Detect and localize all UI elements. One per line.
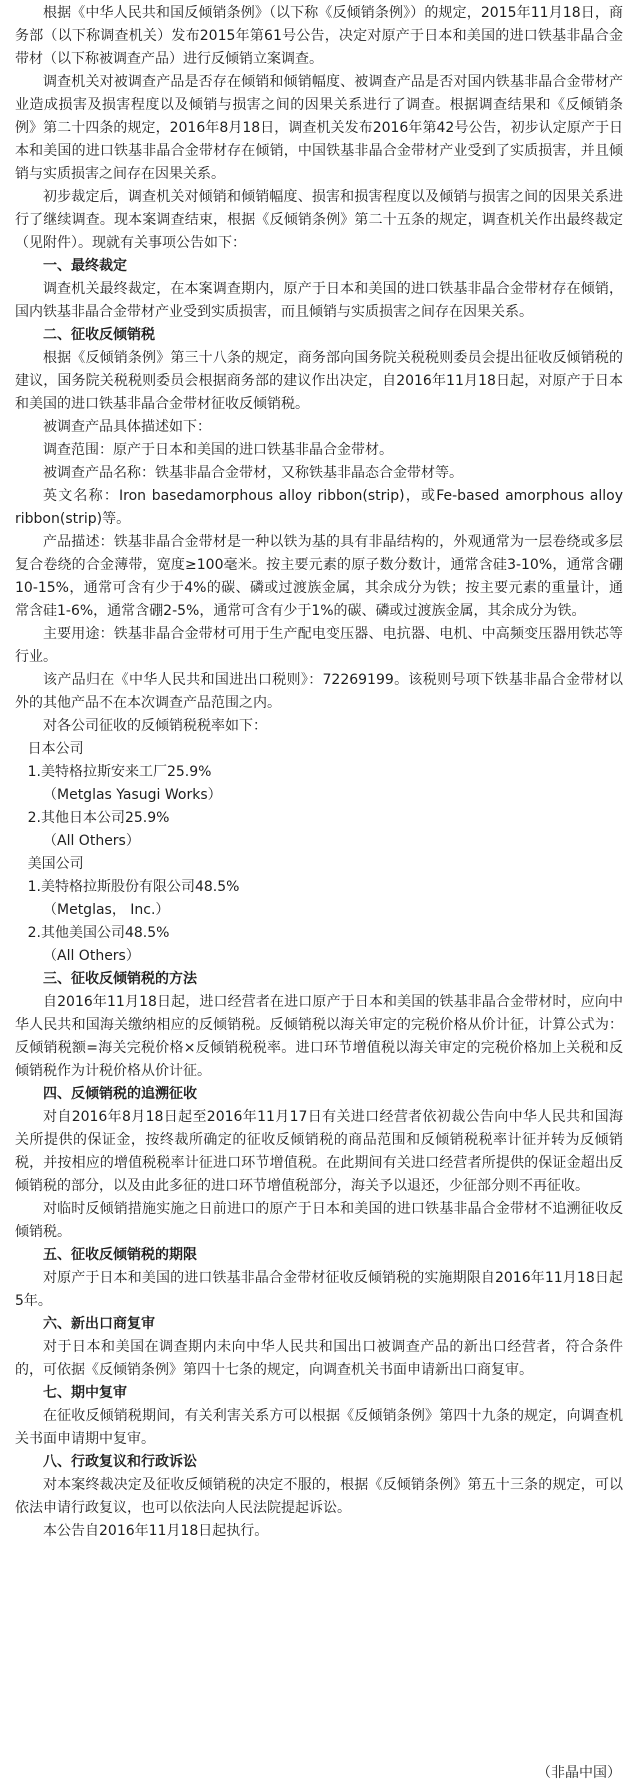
company-english-name: （All Others）: [43, 948, 140, 964]
product-scope: 调查范围：原产于日本和美国的进口铁基非晶合金带材。: [43, 442, 393, 458]
rates-intro: 对各公司征收的反倾销税税率如下：: [43, 718, 267, 734]
intro-paragraph-3: 初步裁定后，调查机关对倾销和倾销幅度、损害和损害程度以及倾销与损害之间的因果关系进行了继续调查。现本案调查结束，根据《反倾销条例》第二十五条的规定，调查机关作出最终裁定（见附件）。现就有关事项公告如下：: [15, 189, 623, 251]
duration-text: 对原产于日本和美国的进口铁基非晶合金带材征收反倾销税的实施期限自2016年11月18日起5年。: [15, 1270, 623, 1309]
product-description: 产品描述：铁基非晶合金带材是一种以铁为基的具有非晶结构的，外观通常为一层卷绕或多层复合卷绕的合金薄带，宽度≥100毫米。按主要元素的原子数分数计，通常含硅3-10%，通常含硼10-15%，通常可含有少于4%的碳、磷或过渡族金属，其余成分为铁；按主要元素的重量计，通常含硅1-6%，通常含硼2-5%，通常可含有少于1%的碳、磷或过渡族金属，其余成分为铁。: [15, 534, 623, 619]
interim-review-text: 在征收反倾销税期间，有关利害关系方可以根据《反倾销条例》第四十九条的规定，向调查机关书面申请期中复审。: [15, 1408, 623, 1447]
company-english-name: （Metglas Yasugi Works）: [43, 787, 222, 803]
japan-companies-label: 日本公司: [27, 741, 84, 757]
final-ruling-text: 调查机关最终裁定，在本案调查期内，原产于日本和美国的进口铁基非晶合金带材存在倾销，国内铁基非晶合金带材产业受到实质损害，而且倾销与实质损害之间存在因果关系。: [15, 281, 623, 320]
effective-date-text: 本公告自2016年11月18日起执行。: [43, 1523, 269, 1539]
product-usage: 主要用途：铁基非晶合金带材可用于生产配电变压器、电抗器、电机、中高频变压器用铁芯等行业。: [15, 626, 623, 665]
retroactive-text-1: 对自2016年8月18日起至2016年11月17日有关进口经营者依初裁公告向中华人民共和国海关所提供的保证金，按终裁所确定的征收反倾销税的商品范围和反倾销税税率计征并转为反倾销税，并按相应的增值税税率计征进口环节增值税。在此期间有关进口经营者所提供的保证金超出反倾销税的部分，以及由此多征的进口环节增值税部分，海关予以退还，少征部分则不再征收。: [15, 1109, 623, 1194]
source-credit: （非晶中国）: [537, 1765, 621, 1781]
section-heading-final-ruling: 一、最终裁定: [43, 258, 127, 274]
section-heading-retroactive: 四、反倾销税的追溯征收: [43, 1086, 197, 1102]
company-english-name: （Metglas， Inc.）: [43, 902, 170, 918]
intro-paragraph-2: 调查机关对被调查产品是否存在倾销和倾销幅度、被调查产品是否对国内铁基非晶合金带材产业造成损害及损害程度以及倾销与损害之间的因果关系进行了调查。根据调查结果和《反倾销条例》第二十四条的规定，2016年8月18日，调查机关发布2016年第42号公告，初步认定原产于日本和美国的进口铁基非晶合金带材存在倾销，中国铁基非晶合金带材产业受到了实质损害，并且倾销与实质损害之间存在因果关系。: [15, 74, 623, 182]
retroactive-text-2: 对临时反倾销措施实施之日前进口的原产于日本和美国的进口铁基非晶合金带材不追溯征收反倾销税。: [15, 1201, 623, 1240]
product-name: 被调查产品名称：铁基非晶合金带材，又称铁基非晶态合金带材等。: [43, 465, 463, 481]
product-intro: 被调查产品具体描述如下：: [43, 419, 211, 435]
intro-paragraph-1: 根据《中华人民共和国反倾销条例》（以下称《反倾销条例》）的规定，2015年11月18日，商务部（以下称调查机关）发布2015年第61号公告，决定对原产于日本和美国的进口铁基非晶合金带材（以下称被调查产品）进行反倾销立案调查。: [15, 5, 623, 67]
company-rate-line: 1.美特格拉斯安来工厂25.9%: [27, 764, 212, 780]
section-heading-interim-review: 七、期中复审: [43, 1385, 127, 1401]
section-heading-levy: 二、征收反倾销税: [43, 327, 155, 343]
section-heading-method: 三、征收反倾销税的方法: [43, 971, 197, 987]
us-companies-label: 美国公司: [27, 856, 84, 872]
levy-text: 根据《反倾销条例》第三十八条的规定，商务部向国务院关税税则委员会提出征收反倾销税的建议，国务院关税税则委员会根据商务部的建议作出决定，自2016年11月18日起，对原产于日本和美国的进口铁基非晶合金带材征收反倾销税。: [15, 350, 623, 412]
section-heading-new-shipper-review: 六、新出口商复审: [43, 1316, 155, 1332]
company-rate-line: 2.其他美国公司48.5%: [27, 925, 170, 941]
new-shipper-review-text: 对于日本和美国在调查期内未向中华人民共和国出口被调查产品的新出口经营者，符合条件的，可依据《反倾销条例》第四十七条的规定，向调查机关书面申请新出口商复审。: [15, 1339, 623, 1378]
company-rate-line: 1.美特格拉斯股份有限公司48.5%: [27, 879, 240, 895]
method-text: 自2016年11月18日起，进口经营者在进口原产于日本和美国的铁基非晶合金带材时，应向中华人民共和国海关缴纳相应的反倾销税。反倾销税以海关审定的完税价格从价计征，计算公式为：反倾销税额=海关完税价格×反倾销税税率。进口环节增值税以海关审定的完税价格加上关税和反倾销税作为计税价格从价计征。: [15, 994, 623, 1079]
product-tariff: 该产品归在《中华人民共和国进出口税则》：72269199。该税则号项下铁基非晶合金带材以外的其他产品不在本次调查产品范围之内。: [15, 672, 623, 711]
company-english-name: （All Others）: [43, 833, 140, 849]
appeal-text: 对本案终裁决定及征收反倾销税的决定不服的，根据《反倾销条例》第五十三条的规定，可以依法申请行政复议，也可以依法向人民法院提起诉讼。: [15, 1477, 623, 1516]
section-heading-appeal: 八、行政复议和行政诉讼: [43, 1454, 197, 1470]
product-english-name: 英文名称：Iron basedamorphous alloy ribbon(strip)，或Fe-based amorphous alloy ribbon(strip)等。: [15, 488, 623, 527]
section-heading-duration: 五、征收反倾销税的期限: [43, 1247, 197, 1263]
company-rate-line: 2.其他日本公司25.9%: [27, 810, 170, 826]
